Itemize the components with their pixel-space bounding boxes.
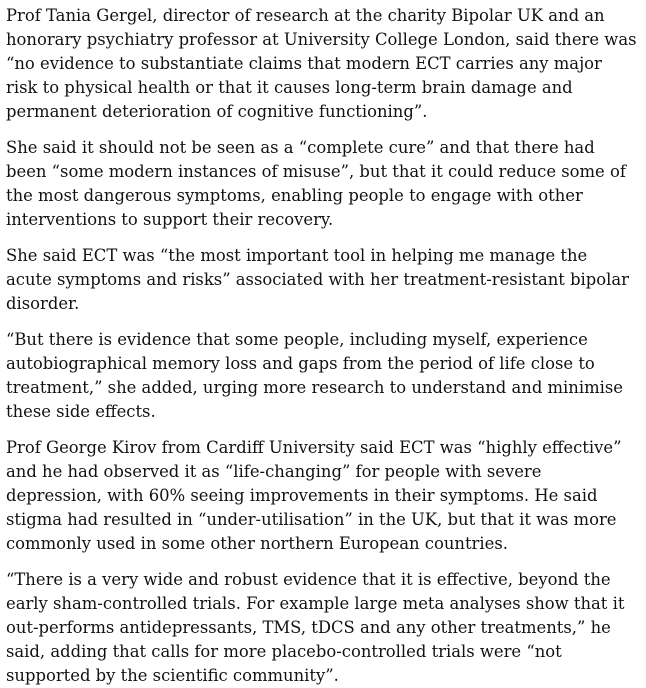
paragraph-memory-loss: “But there is evidence that some people, including myself, experience autobiographical memory loss and gaps from the period of life close to treatment,” she added, urging more research to understand and minimise these side effects. xyxy=(6,330,623,421)
paragraph-most-important-tool: She said ECT was “the most important tool in helping me manage the acute symptoms and risks” associated with her treatment-resistant bipolar disorder. xyxy=(6,246,630,313)
paragraph-gergel-claims: Prof Tania Gergel, director of research at the charity Bipolar UK and an honorary psychiatry professor at University College London, said there was “no evidence to substantiate claims that modern ECT carries any major risk to physical health or that it causes long-term brain damage and permanent deterioration of cognitive functioning”. xyxy=(6,6,637,121)
paragraph-kirov-effective: Prof George Kirov from Cardiff University said ECT was “highly effective” and he had observed it as “life-changing” for people with severe depression, with 60% seeing improvements in their symptoms. He said stigma had resulted in “under-utilisation” in the UK, but that it was more commonly used in some other northern European countries. xyxy=(6,438,622,553)
paragraph-not-complete-cure: She said it should not be seen as a “complete cure” and that there had been “some modern instances of misuse”, but that it could reduce some of the most dangerous symptoms, enabling people to engage with other interventions to support their recovery. xyxy=(6,138,626,229)
paragraph-robust-evidence: “There is a very wide and robust evidence that it is effective, beyond the early sham-controlled trials. For example large meta analyses show that it out-performs antidepressants, TMS, tDCS and any other treatments,” he said, adding that calls for more placebo-controlled trials were “not supported by the scientific community”. xyxy=(6,570,625,685)
